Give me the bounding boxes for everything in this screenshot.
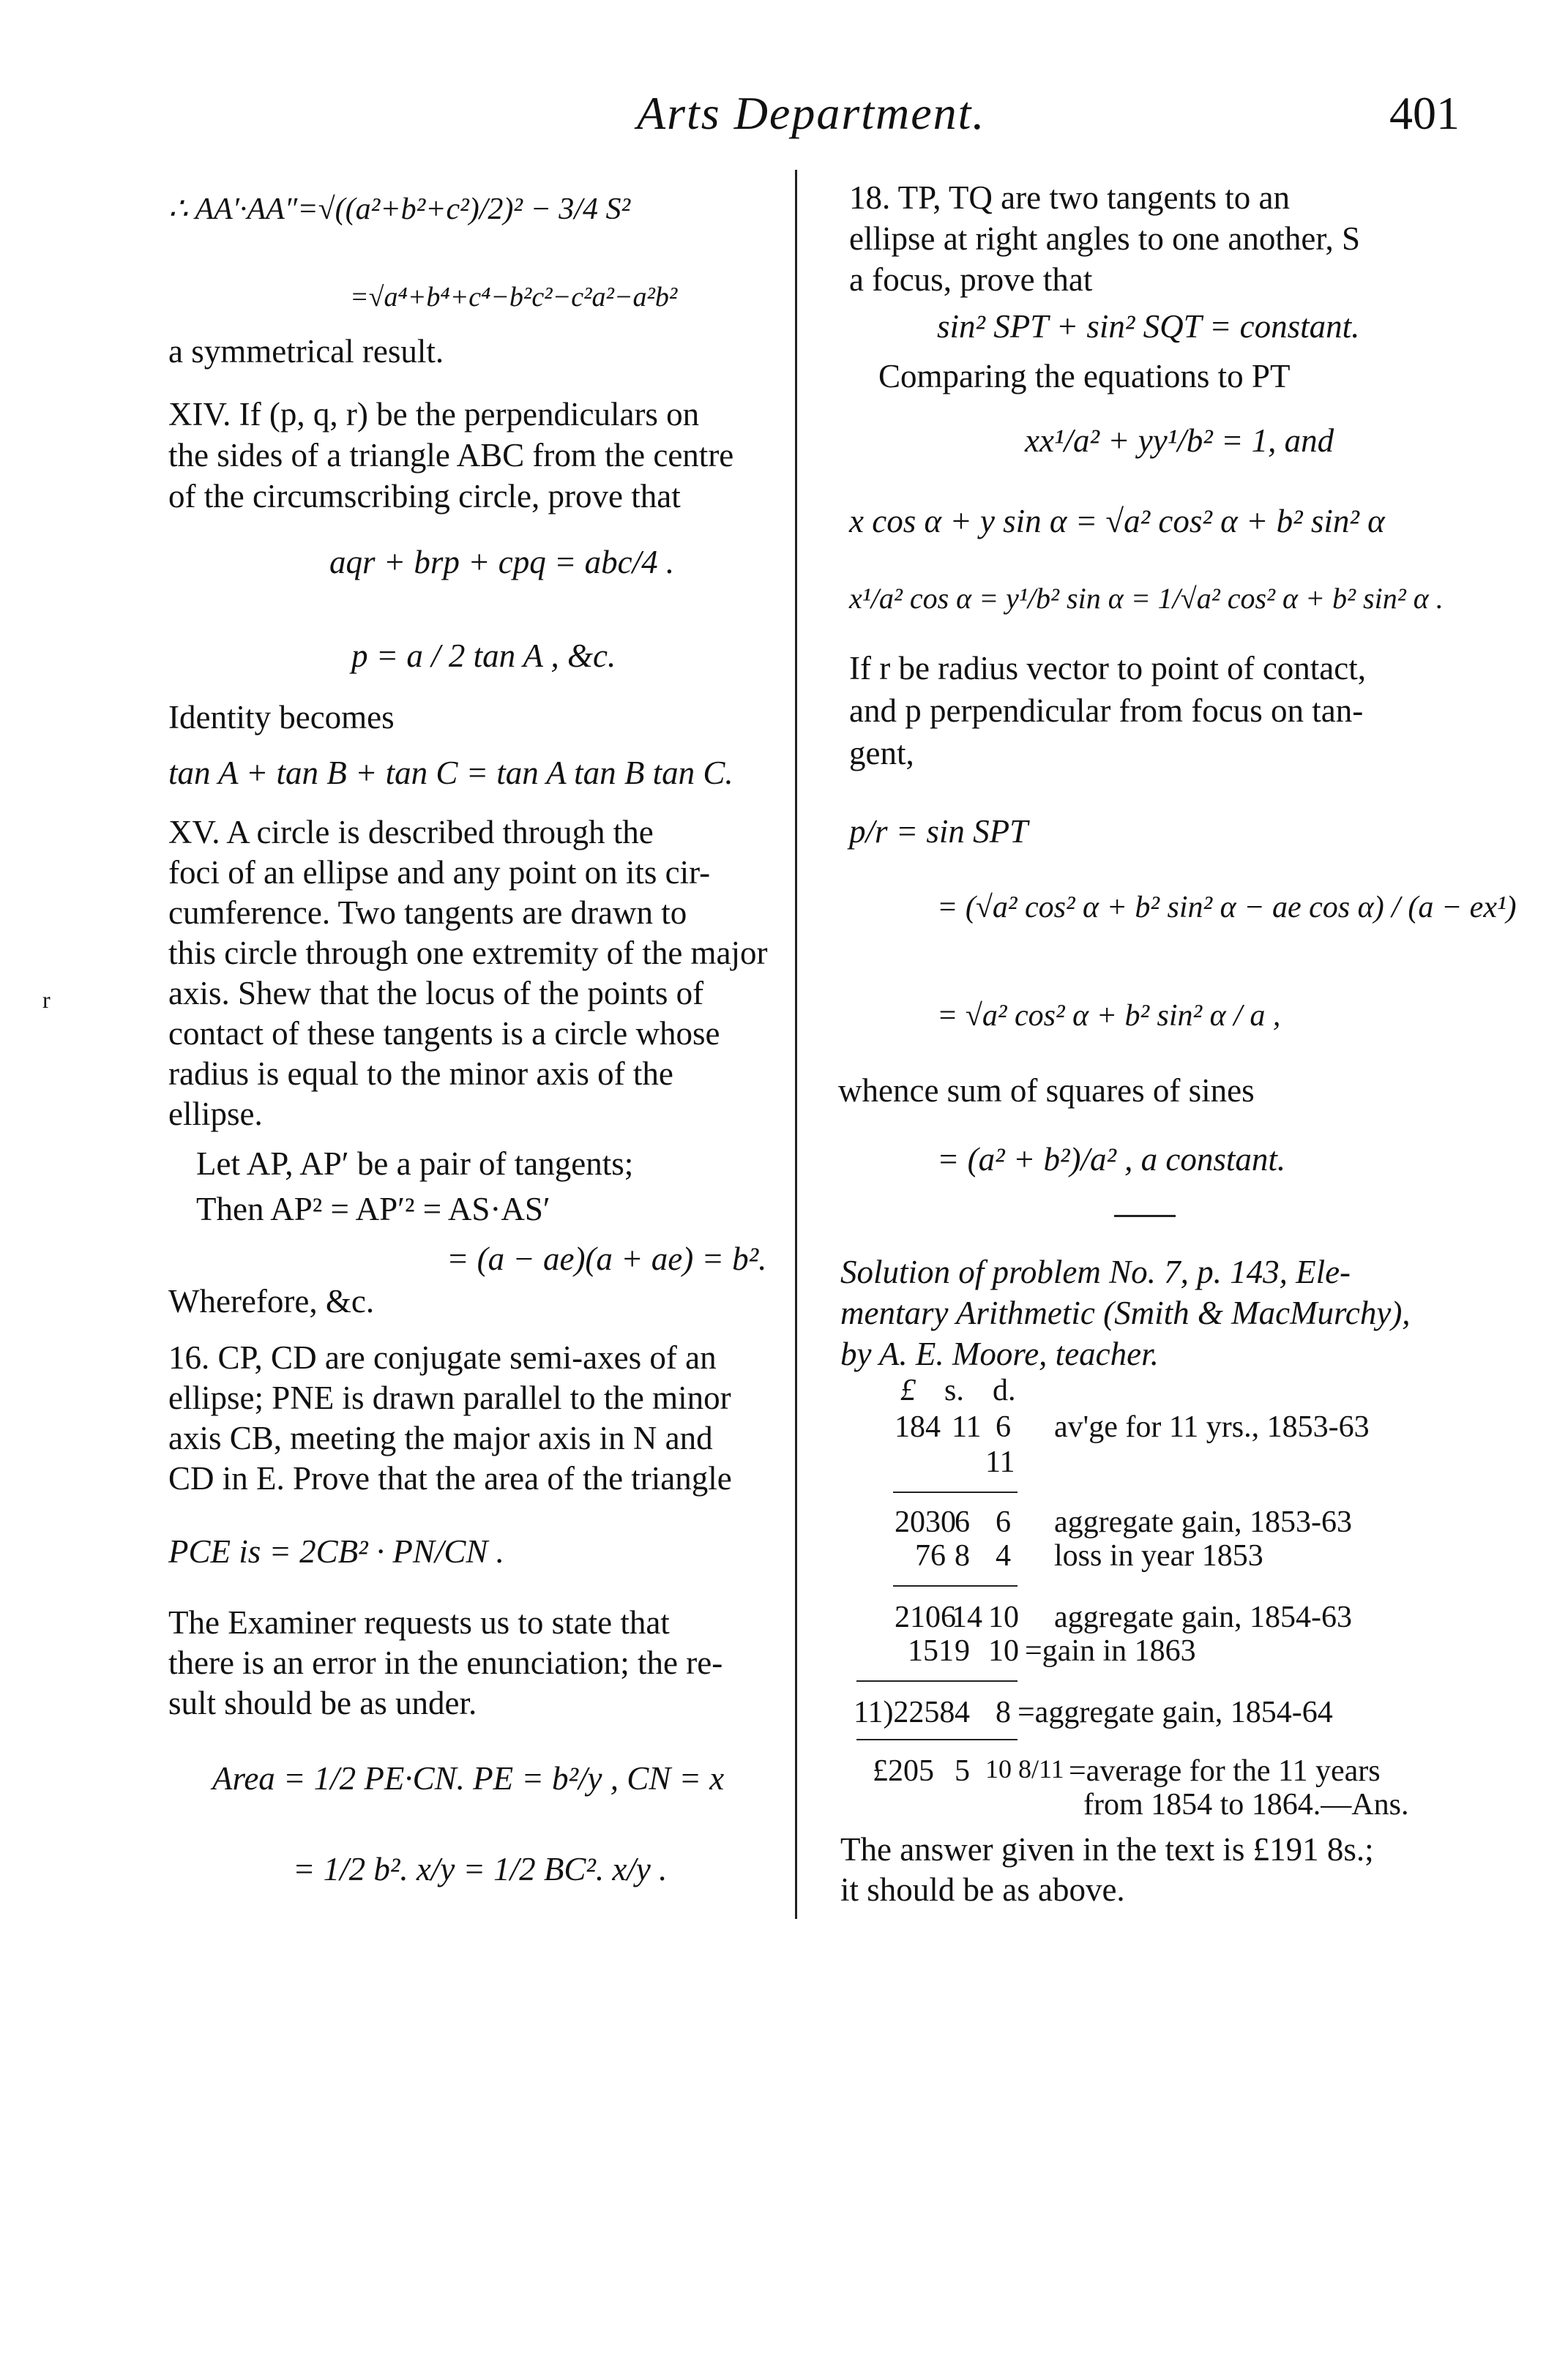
p16-line-2: ellipse; PNE is drawn parallel to the minor xyxy=(168,1380,731,1416)
table-cell: 8 xyxy=(955,1539,970,1573)
constant-equation: = (a² + b²)/a² , a constant. xyxy=(937,1141,1286,1178)
solution-line-1: Solution of problem No. 7, p. 143, Ele- xyxy=(840,1254,1351,1290)
p16-line-4: CD in E. Prove that the area of the triangle xyxy=(168,1460,732,1497)
xiv-line-1: XIV. If (p, q, r) be the perpendiculars on xyxy=(168,396,700,433)
identity-label: Identity becomes xyxy=(168,699,395,736)
table-head-pounds: £ xyxy=(900,1374,916,1407)
cos-equation: x cos α + y sin α = √a² cos² α + b² sin² α xyxy=(849,503,1385,539)
table-cell: =gain in 1863 xyxy=(1025,1634,1196,1668)
examiner-note xyxy=(168,1603,723,1724)
xv-line-1: XV. A circle is described through the xyxy=(168,814,654,850)
p18-line-2: ellipse at right angles to one another, S xyxy=(849,220,1361,257)
xv-line-7: radius is equal to the minor axis of the xyxy=(168,1055,673,1092)
xiv-line-2: the sides of a triangle ABC from the centre xyxy=(168,437,734,474)
table-cell: 11)2258 xyxy=(854,1696,955,1729)
solution-line-3: by A. E. Moore, teacher. xyxy=(840,1336,1159,1372)
if-r-line-1: If r be radius vector to point of contact, xyxy=(849,650,1367,686)
table-rule xyxy=(856,1739,1018,1740)
table-cell: 4 xyxy=(955,1696,970,1729)
table-cell: loss in year 1853 xyxy=(1054,1539,1263,1573)
comparing-text: Comparing the equations to PT xyxy=(878,358,1291,394)
table-rule xyxy=(893,1585,1018,1587)
table-cell: 6 xyxy=(955,1505,970,1539)
answer-note xyxy=(840,1830,1374,1910)
problem-16 xyxy=(168,1338,732,1499)
table-cell: £205 xyxy=(873,1754,934,1788)
table-cell: aggregate gain, 1853-63 xyxy=(1054,1505,1353,1539)
answer-line-2: it should be as above. xyxy=(840,1871,1125,1908)
xv-line-4: this circle through one extremity of the major xyxy=(168,935,768,971)
table-cell: 10 xyxy=(988,1601,1019,1634)
table-cell: =average for the 11 years xyxy=(1069,1754,1381,1788)
examiner-line-2: there is an error in the enunciation; the re- xyxy=(168,1644,723,1681)
table-cell: 14 xyxy=(952,1601,982,1634)
solution-line-2: mentary Arithmetic (Smith & MacMurchy), xyxy=(840,1295,1411,1331)
p16-equation: PCE is = 2CB² · PN/CN . xyxy=(168,1533,504,1570)
if-r-line-2: and p perpendicular from focus on tan- xyxy=(849,692,1364,729)
xv-line-3: cumference. Two tangents are drawn to xyxy=(168,894,687,931)
table-cell: aggregate gain, 1854-63 xyxy=(1054,1601,1353,1634)
table-cell: 2030 xyxy=(895,1505,956,1539)
xv-line-6: contact of these tangents is a circle whose xyxy=(168,1015,720,1052)
table-cell: 10 8/11 xyxy=(985,1754,1064,1784)
table-cell: 10 xyxy=(988,1634,1019,1668)
table-cell: 151 xyxy=(908,1634,954,1668)
p18-equation: sin² SPT + sin² SQT = constant. xyxy=(937,308,1360,345)
table-cell: 2106 xyxy=(895,1601,956,1634)
examiner-line-3: sult should be as under. xyxy=(168,1685,477,1721)
p18-line-1: 18. TP, TQ are two tangents to an xyxy=(849,179,1291,216)
identity-equation: tan A + tan B + tan C = tan A tan B tan C. xyxy=(168,755,733,791)
section-rule xyxy=(1114,1215,1176,1217)
column-divider xyxy=(795,170,797,1919)
table-head-pence: d. xyxy=(993,1374,1016,1407)
p16-line-1: 16. CP, CD are conjugate semi-axes of an xyxy=(168,1339,717,1376)
whence-text: whence sum of squares of sines xyxy=(838,1072,1255,1109)
fraction-2: = √a² cos² α + b² sin² α / a , xyxy=(937,999,1281,1033)
table-cell: from 1854 to 1864.—Ans. xyxy=(1083,1788,1409,1822)
if-r-text xyxy=(849,647,1366,774)
xiv-equation-2: p = a / 2 tan A , &c. xyxy=(351,637,616,674)
xv-line-8: ellipse. xyxy=(168,1096,263,1132)
table-cell: 11 xyxy=(985,1445,1015,1479)
p18-line-3: a focus, prove that xyxy=(849,261,1093,298)
table-cell: 8 xyxy=(996,1696,1011,1729)
symmetrical-result: a symmetrical result. xyxy=(168,333,444,370)
problem-18 xyxy=(849,177,1360,300)
comparing-equation: xx¹/a² + yy¹/b² = 1, and xyxy=(1025,422,1334,459)
problem-xiv xyxy=(168,394,733,517)
examiner-line-1: The Examiner requests us to state that xyxy=(168,1604,670,1641)
running-title: Arts Department. xyxy=(637,87,986,139)
problem-xv xyxy=(168,812,783,1134)
table-cell: 11 xyxy=(952,1410,982,1444)
xv-line-5: axis. Shew that the locus of the points of xyxy=(168,975,704,1011)
table-rule xyxy=(893,1492,1018,1493)
xiv-line-3: of the circumscribing circle, prove that xyxy=(168,478,681,514)
table-head-shillings: s. xyxy=(944,1374,964,1407)
table-cell: 5 xyxy=(955,1754,970,1788)
eq-aa-product: ∴ AA′·AA″=√((a²+b²+c²)/2)² − 3/4 S² xyxy=(168,192,631,226)
table-cell: 6 xyxy=(996,1505,1011,1539)
table-cell: 184 xyxy=(895,1410,941,1444)
table-cell: 9 xyxy=(955,1634,970,1668)
table-cell: =aggregate gain, 1854-64 xyxy=(1018,1696,1333,1729)
page-number: 401 xyxy=(1389,87,1460,139)
area-equation-2: = 1/2 b². x/y = 1/2 BC². x/y . xyxy=(293,1851,668,1887)
then-equation: Then AP² = AP′² = AS·AS′ xyxy=(196,1191,550,1227)
solution-heading xyxy=(840,1251,1411,1374)
table-cell: 4 xyxy=(996,1539,1011,1573)
eq-sqrt-expansion: =√a⁴+b⁴+c⁴−b²c²−c²a²−a²b² xyxy=(350,282,678,313)
table-cell: 76 xyxy=(915,1539,946,1573)
then-equation-2: = (a − ae)(a + ae) = b². xyxy=(447,1240,767,1277)
let-tangents: Let AP, AP′ be a pair of tangents; xyxy=(196,1145,634,1182)
ratio-equation: x¹/a² cos α = y¹/b² sin α = 1/√a² cos² α + b² sin² α . xyxy=(849,582,1444,615)
p16-line-3: axis CB, meeting the major axis in N and xyxy=(168,1420,713,1456)
if-r-line-3: gent, xyxy=(849,735,914,771)
arithmetic-table xyxy=(842,1373,1471,1841)
p-over-r: p/r = sin SPT xyxy=(849,813,1028,850)
area-equation: Area = 1/2 PE·CN. PE = b²/y , CN = x xyxy=(212,1760,725,1797)
fraction-1: = (√a² cos² α + b² sin² α − ae cos α) / (a − ex¹) xyxy=(937,891,1517,924)
wherefore: Wherefore, &c. xyxy=(168,1283,375,1320)
table-rule xyxy=(856,1680,1018,1682)
answer-line-1: The answer given in the text is £191 8s.; xyxy=(840,1831,1374,1868)
xv-line-2: foci of an ellipse and any point on its cir- xyxy=(168,854,711,891)
margin-mark: r xyxy=(42,987,51,1013)
xiv-equation-1: aqr + brp + cpq = abc/4 . xyxy=(329,544,675,580)
table-cell: av'ge for 11 yrs., 1853-63 xyxy=(1054,1410,1370,1444)
table-cell: 6 xyxy=(996,1410,1011,1444)
